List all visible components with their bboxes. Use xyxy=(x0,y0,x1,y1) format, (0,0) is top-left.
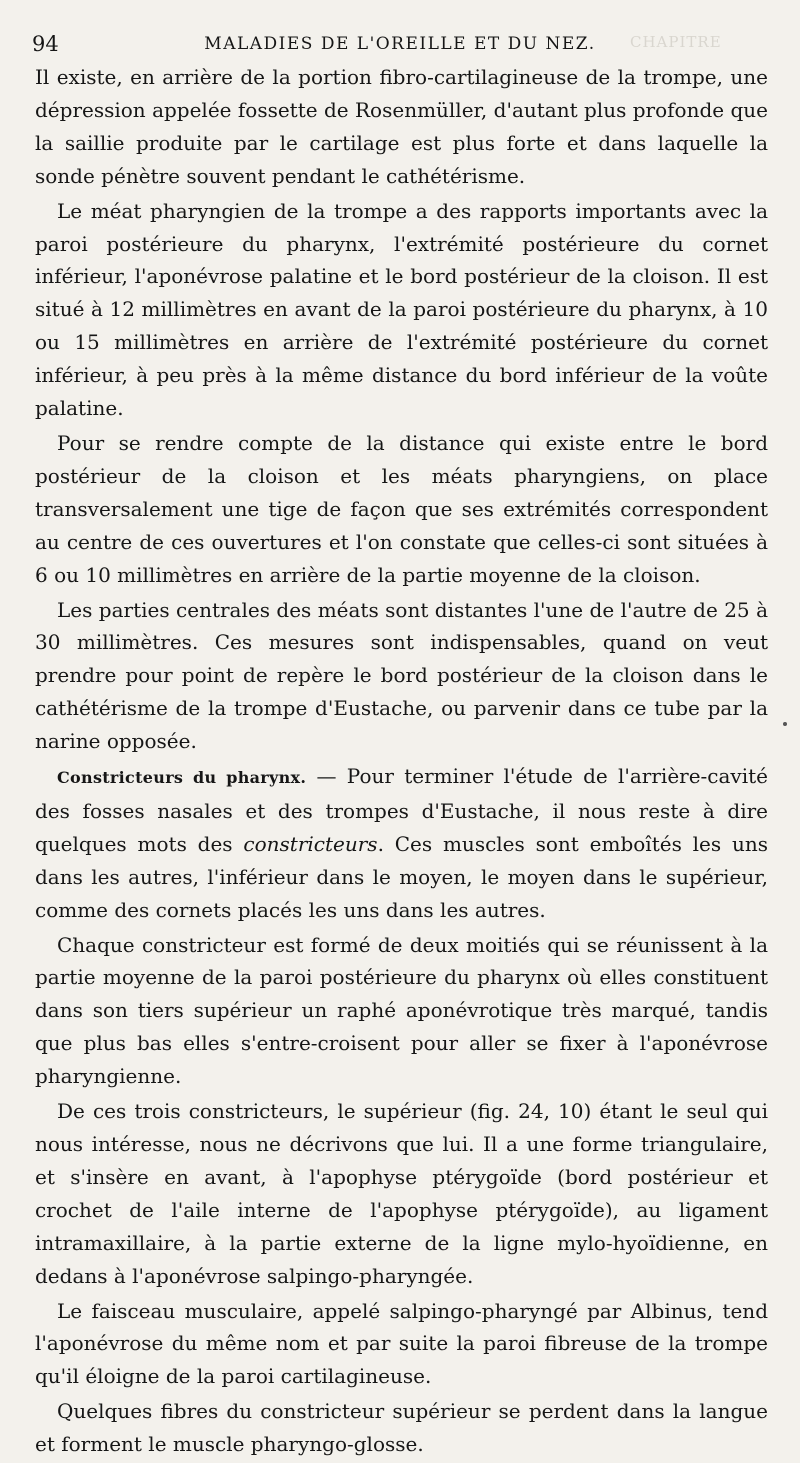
section-text-before: Pour terminer l'étude de l'arrière-cavité des fosses nasales et des trompes d'Eustache, il nous reste à dire quelques mots des xyxy=(35,764,768,856)
paragraph-moities: Chaque constricteur est formé de deux moitiés qui se réunissent à la partie moyenne de la paroi postérieure du pharynx où elles constituent dans son tiers supérieur un raphé aponévrotique très marqué, tandis que plus bas elles s'entre-croisent pour aller se fixer à l'aponévrose pharyngienne. xyxy=(35,932,768,1089)
page-header xyxy=(30,30,770,58)
paragraph-constricteurs xyxy=(35,760,768,927)
body-text xyxy=(35,61,768,1463)
running-title: MALADIES DE L'OREILLE ET DU NEZ. xyxy=(204,34,596,54)
section-dash: — xyxy=(306,764,347,789)
section-italic-term: constricteurs xyxy=(243,831,378,856)
paragraph-distance: Pour se rendre compte de la distance qui existe entre le bord postérieur de la cloison et les méats pharyngiens, on place transversalement une tige de façon que ses extrémités correspondent au centre de ces ouvertures et l'on constate que celles-ci sont situées à 6 ou 10 millimètres en arrière de la partie moyenne de la cloison. xyxy=(35,430,768,587)
bleed-through-text: CHAPITRE xyxy=(630,33,722,51)
paragraph-faisceau: Le faisceau musculaire, appelé salpingo-pharyngé par Albinus, tend l'aponévrose du même nom et par suite la paroi fibreuse de la trompe qu'il éloigne de la paroi cartilagineuse. xyxy=(35,1298,768,1389)
page-number: 94 xyxy=(32,32,59,56)
paragraph-superieur: De ces trois constricteurs, le supérieur (fig. 24, 10) étant le seul qui nous intéresse, nous ne décrivons que lui. Il a une forme triangulaire, et s'insère en avant, à l'apophyse ptérygoïde (bord postérieur et crochet de l'aile interne de l'apophyse ptérygoïde), au ligament intramaxillaire, à la partie externe de la ligne mylo-hyoïdienne, en dedans à l'aponévrose salpingo-pharyngée. xyxy=(35,1099,768,1288)
paragraph-meat-pharyngien: Le méat pharyngien de la trompe a des rapports importants avec la paroi postérieure du pharynx, l'extrémité postérieure du cornet inférieur, l'aponévrose palatine et le bord postérieur de la cloison. Il est situé à 12 millimètres en avant de la paroi postérieure du pharynx, à 10 ou 15 millimètres en arrière de l'extrémité postérieure du cornet inférieur, à peu près à la même distance du bord inférieur de la voûte palatine. xyxy=(35,198,768,421)
paragraph-rosenmuller: Il existe, en arrière de la portion fibro-cartilagineuse de la trompe, une dépression appelée fossette de Rosenmüller, d'autant plus profonde que la saillie produite par le cartilage est plus forte et dans laquelle la sonde pénètre souvent pendant le cathétérisme. xyxy=(35,65,768,188)
section-text-after: . Ces muscles sont emboîtés les uns dans les autres, l'inférieur dans le moyen, le moyen dans le supérieur, comme des cornets placés les uns dans les autres. xyxy=(35,831,768,922)
paragraph-fibres: Quelques fibres du constricteur supérieur se perdent dans la langue et forment le muscle pharyngo-glosse. xyxy=(35,1399,768,1457)
margin-speck xyxy=(783,722,787,726)
paragraph-mesures: Les parties centrales des méats sont distantes l'une de l'autre de 25 à 30 millimètres. Ces mesures sont indispensables, quand on veut prendre pour point de repère le bord postérieur de la cloison dans le cathétérisme de la trompe d'Eustache, ou parvenir dans ce tube par la narine opposée. xyxy=(35,597,768,754)
section-title: Constricteurs du pharynx. xyxy=(57,768,307,788)
